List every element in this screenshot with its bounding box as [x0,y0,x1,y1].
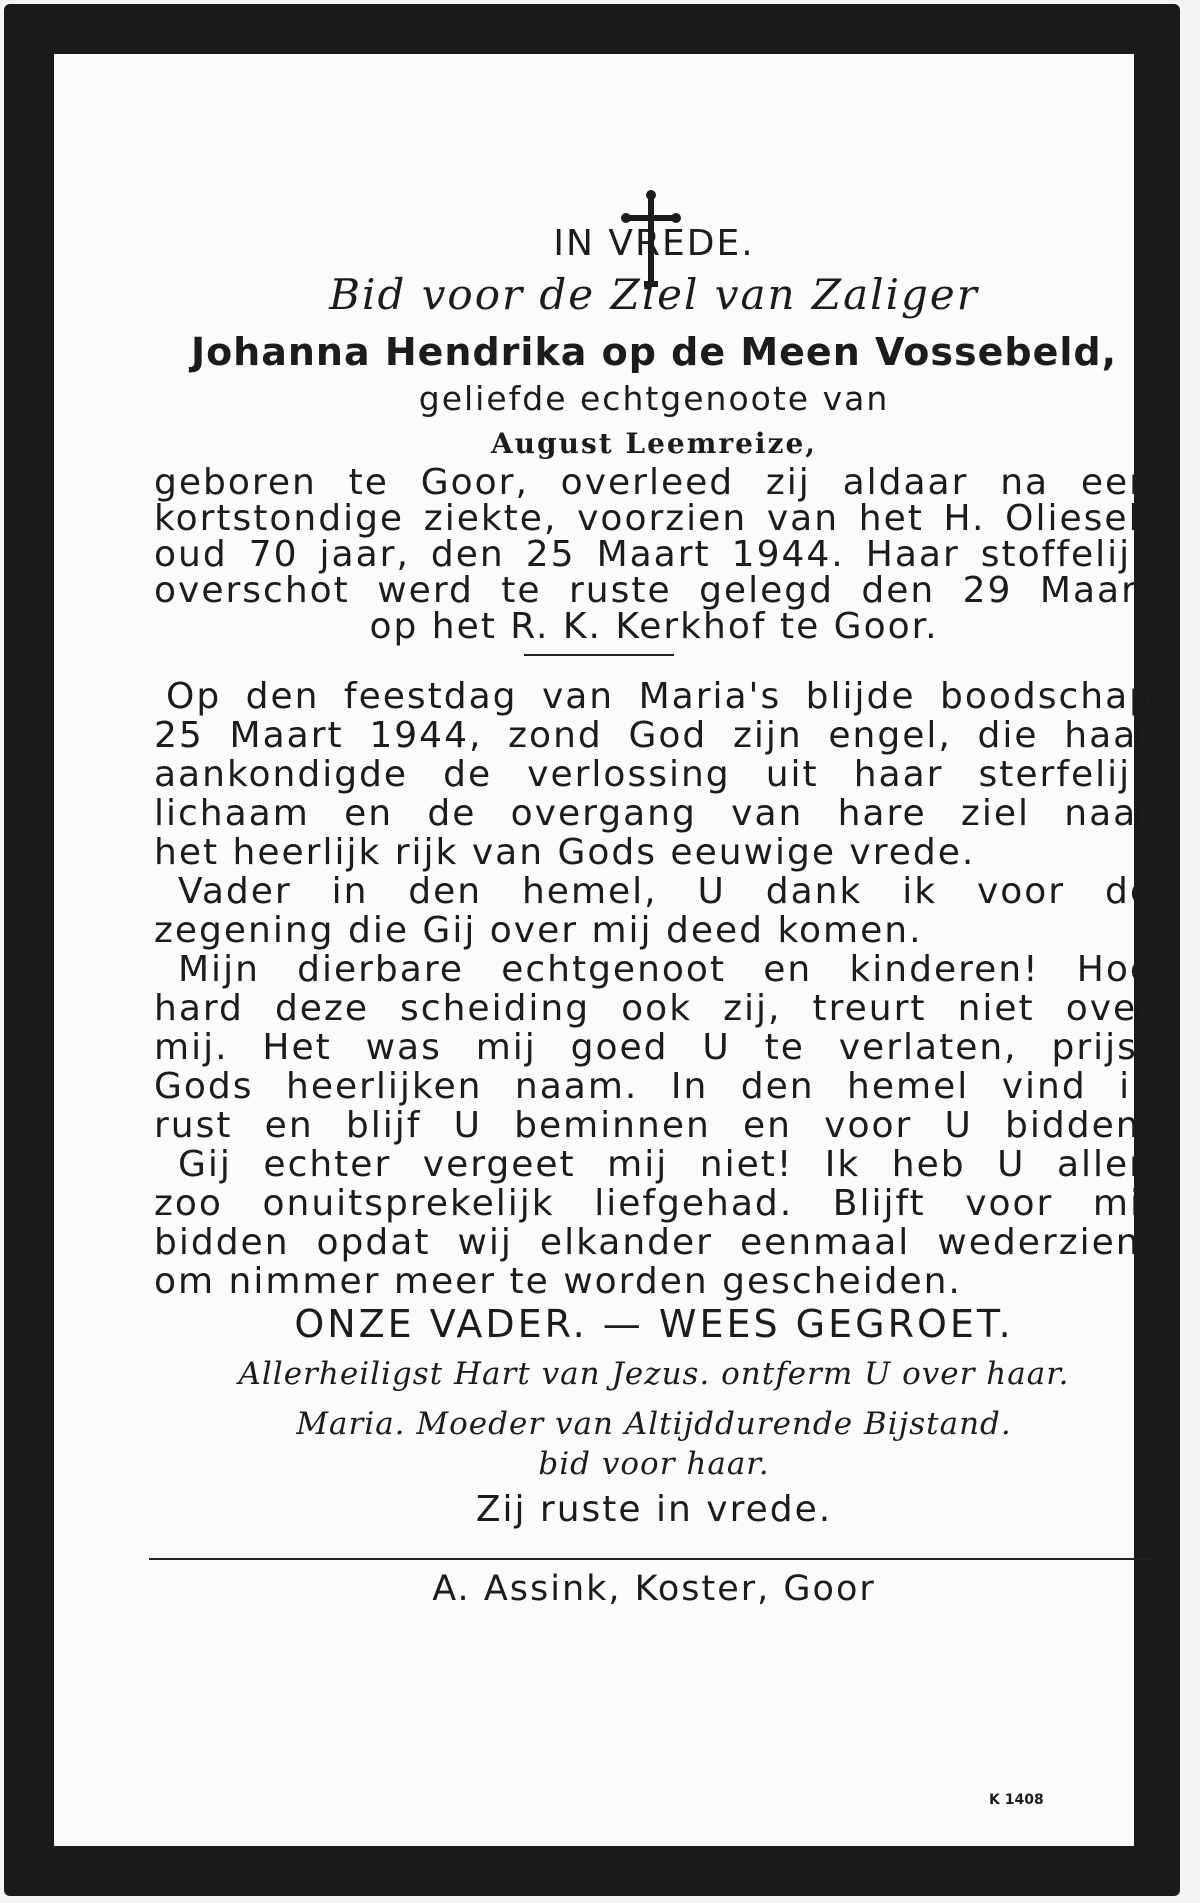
message-line: aankondigde de verlossing uit haar sterfelijk [154,754,1154,795]
printer-credit: A. Assink, Koster, Goor [432,1569,876,1609]
message-line: het heerlijk rijk van Gods eeuwige vrede. [154,832,976,873]
message-line: mij. Het was mij goed U te verlaten, prijst [154,1027,1154,1068]
divider [524,654,674,656]
prayers-line: ONZE VADER. — WEES GEGROET. [294,1302,1014,1346]
invocation-line: Maria. Moeder van Altijddurende Bijstand. [296,1406,1012,1442]
memorial-card-border [4,4,1180,1896]
message-line: Gods heerlijken naam. In den hemel vind ik [154,1066,1154,1107]
message-line: rust en blijf U beminnen en voor U bidden. [154,1105,1154,1146]
prayer-line: Bid voor de Ziel van Zaliger [329,270,979,319]
bio-line: kortstondige ziekte, voorzien van het H. Oliesel, [154,498,1154,539]
message-line: 25 Maart 1944, zond God zijn engel, die haar [154,715,1154,756]
bio-line: overschot werd te ruste gelegd den 29 Maart [154,570,1154,611]
footer-divider [149,1558,1154,1560]
bio-line: op het R. K. Kerkhof te Goor. [369,606,939,647]
invocation-line: bid voor haar. [538,1446,770,1482]
memorial-card [54,54,1154,1846]
message-line: Gij echter vergeet mij niet! Ik heb U allen [178,1144,1154,1185]
deceased-name: Johanna Hendrika op de Meen Vossebeld, [190,330,1118,374]
message-line: bidden opdat wij elkander eenmaal wederzien, [154,1222,1154,1263]
message-line: zoo onuitsprekelijk liefgehad. Blijft voor mij [154,1183,1154,1224]
invocation-line: Allerheiligst Hart van Jezus. ontferm U over haar. [238,1356,1070,1392]
message-line: zegening die Gij over mij deed komen. [154,910,923,951]
final-blessing: Zij ruste in vrede. [475,1489,833,1530]
heading-in-vrede: IN VREDE. [553,223,755,264]
message-line: lichaam en de overgang van hare ziel naar [154,793,1154,834]
message-line: Mijn dierbare echtgenoot en kinderen! Hoe [178,949,1154,990]
message-line: hard deze scheiding ook zij, treurt niet over [154,988,1154,1029]
bio-line: geboren te Goor, overleed zij aldaar na een [154,462,1154,503]
relation-line: geliefde echtgenoote van [418,379,890,418]
bio-line: oud 70 jaar, den 25 Maart 1944. Haar stoffelijk [154,534,1154,575]
spouse-name: August Leemreize, [490,427,818,460]
message-line: Vader in den hemel, U dank ik voor de [178,871,1154,912]
print-code: K 1408 [989,1792,1044,1808]
message-line: Op den feestdag van Maria's blijde boodschap [166,676,1154,717]
message-line: om nimmer meer te worden gescheiden. [154,1261,962,1302]
